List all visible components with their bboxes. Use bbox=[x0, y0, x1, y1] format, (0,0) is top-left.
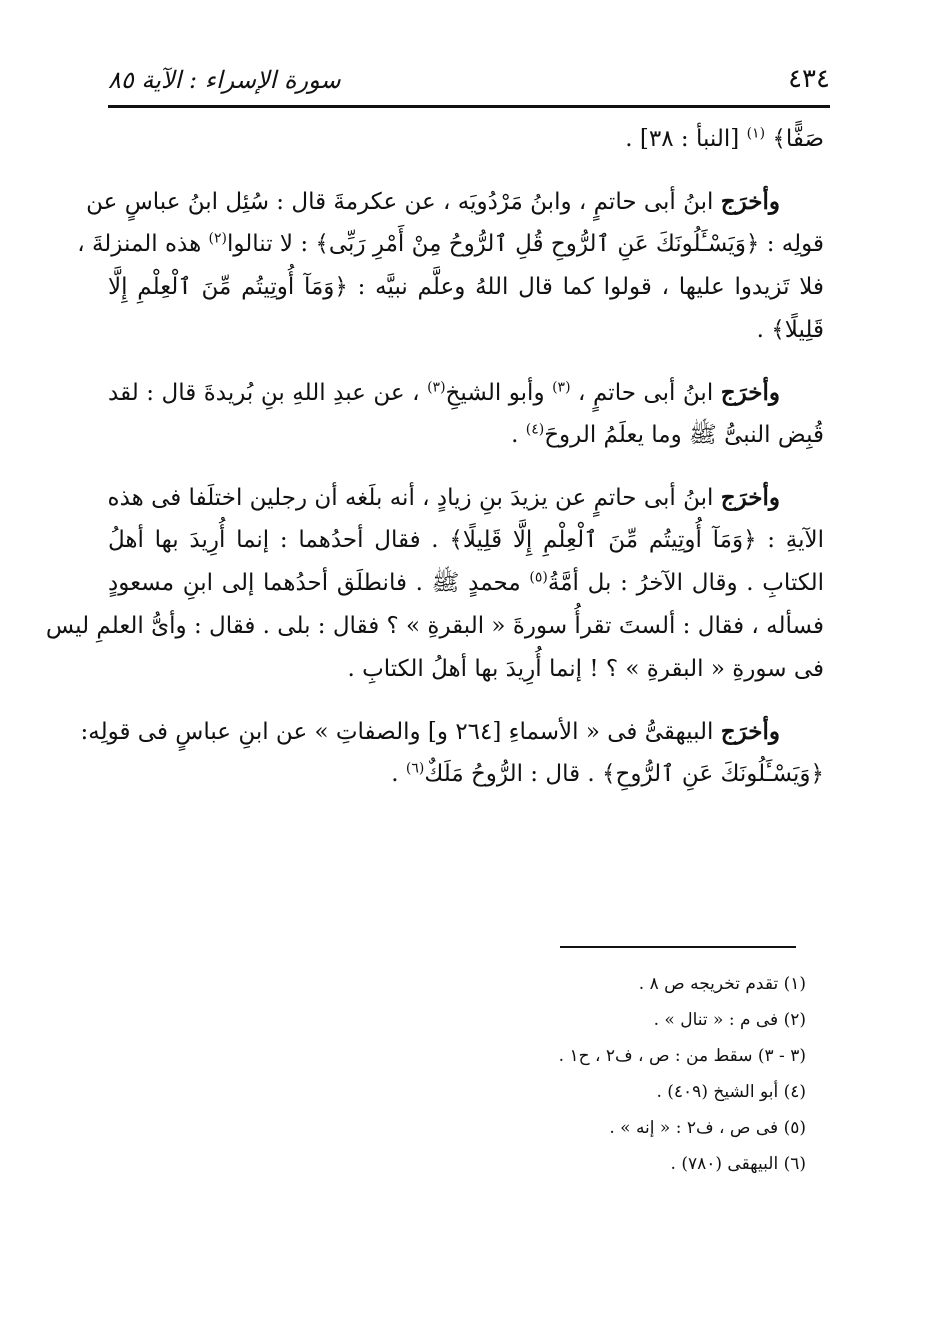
footnote: (٣ - ٣) سقط من : ص ، ف٢ ، ح١ . bbox=[558, 1046, 806, 1066]
running-title: سورة الإسراء : الآية ٨٥ bbox=[108, 66, 341, 94]
footnote-ref: (٥) bbox=[529, 569, 548, 586]
footnote-ref: (٤) bbox=[525, 421, 545, 438]
text-line: قُبِض النبىُّ ﷺ وما يعلَمُ الروحَ$^{(٤)}$ . bbox=[511, 421, 824, 448]
text-line: وأخرَج ابنُ أبى حاتمٍ عن يزيدَ بنِ زيادٍ ، أنه بلَغه أن رجلين اختلَفا فى هذه bbox=[107, 484, 780, 511]
footnote-rule bbox=[560, 946, 796, 948]
text-line: فلا تَزيدوا عليها ، قولوا كما قال اللهُ وعلَّم نبيَّه : ﴿وَمَآ أُوتِيتُم مِّنَ ٱلْعِلْمِ إِلَّا bbox=[108, 274, 824, 300]
body-text bbox=[45, 118, 824, 796]
footnote-ref: (٣) bbox=[552, 379, 571, 396]
page-number: ٤٣٤ bbox=[788, 64, 830, 94]
paragraph bbox=[80, 710, 824, 796]
text-line: الآيةِ : ﴿وَمَآ أُوتِيتُم مِّنَ ٱلْعِلْمِ إِلَّا قَلِيلًا﴾ . فقال أحدُهما : إنما أُرِيدَ بها أهلُ bbox=[108, 527, 824, 553]
footnote: (٦) البيهقى (٧٨٠) . bbox=[670, 1154, 806, 1174]
footnotes bbox=[406, 966, 806, 1182]
header-rule bbox=[108, 105, 830, 108]
text-line: الكتابِ . وقال الآخرُ : بل أمَّةُ$^{(٥)}$ محمدٍ ﷺ . فانطلَق أحدُهما إلى ابنِ مسعودٍ bbox=[108, 569, 824, 596]
text-line: صَفًّا﴾ $^{(١)}$ [النبأ : ٣٨] . bbox=[625, 125, 824, 152]
footnote-ref: (١) bbox=[746, 125, 766, 142]
text-line: فسأله ، فقال : ألستَ تقرأُ سورةَ « البقرةِ » ؟ فقال : بلى . فقال : وأىُّ العلمِ ليس bbox=[45, 613, 824, 639]
footnote-ref: (٣) bbox=[427, 379, 446, 396]
paragraph bbox=[77, 180, 824, 352]
footnote-ref: (٦) bbox=[405, 760, 425, 777]
footnote: (٢) فى م : « تنال » . bbox=[653, 1010, 806, 1030]
footnote-ref: (٢) bbox=[208, 230, 227, 247]
footnote: (٤) أبو الشيخ (٤٠٩) . bbox=[656, 1082, 806, 1102]
paragraph-lead: وأخرَج bbox=[720, 188, 780, 215]
footnote: (٥) فى ص ، ف٢ : « إنه » . bbox=[609, 1118, 806, 1138]
paragraph bbox=[108, 371, 824, 457]
footnote: (١) تقدم تخريجه ص ٨ . bbox=[638, 974, 806, 994]
paragraph-lead: وأخرَج bbox=[720, 379, 780, 406]
paragraph bbox=[108, 118, 824, 161]
text-line: وأخرَج ابنُ أبى حاتمٍ ، $^{(٣)}$ وأبو الشيخِ$^{(٣)}$ ، عن عبدِ اللهِ بنِ بُريدةَ قال : لقد bbox=[108, 379, 780, 406]
text-line: قولِه : ﴿وَيَسْـَٔلُونَكَ عَنِ ٱلرُّوحِ قُلِ ٱلرُّوحُ مِنْ أَمْرِ رَبِّى﴾ : لا تنالوا$^{(٢)}$ هذه المنزلةَ ، bbox=[77, 230, 824, 257]
paragraph bbox=[45, 476, 824, 691]
running-header bbox=[108, 50, 830, 94]
paragraph-lead: وأخرَج bbox=[720, 718, 780, 745]
paragraph-lead: وأخرَج bbox=[720, 484, 780, 511]
text-line: وأخرَج ابنُ أبى حاتمٍ ، وابنُ مَرْدُويَه ، عن عكرمةَ قال : سُئِل ابنُ عباسٍ عن bbox=[86, 188, 780, 215]
text-line: وأخرَج البيهقىُّ فى « الأسماءِ [٢٦٤ و] والصفاتِ » عن ابنِ عباسٍ فى قولِه: bbox=[80, 718, 780, 745]
text-line: فى سورةِ « البقرةِ » ؟ ! إنما أُرِيدَ بها أهلُ الكتابِ . bbox=[347, 656, 824, 682]
text-line: قَلِيلًا﴾ . bbox=[756, 317, 824, 343]
text-line: ﴿وَيَسْـَٔلُونَكَ عَنِ ٱلرُّوحِ﴾ . قال : الرُّوحُ مَلَكٌ$^{(٦)}$ . bbox=[391, 760, 824, 787]
